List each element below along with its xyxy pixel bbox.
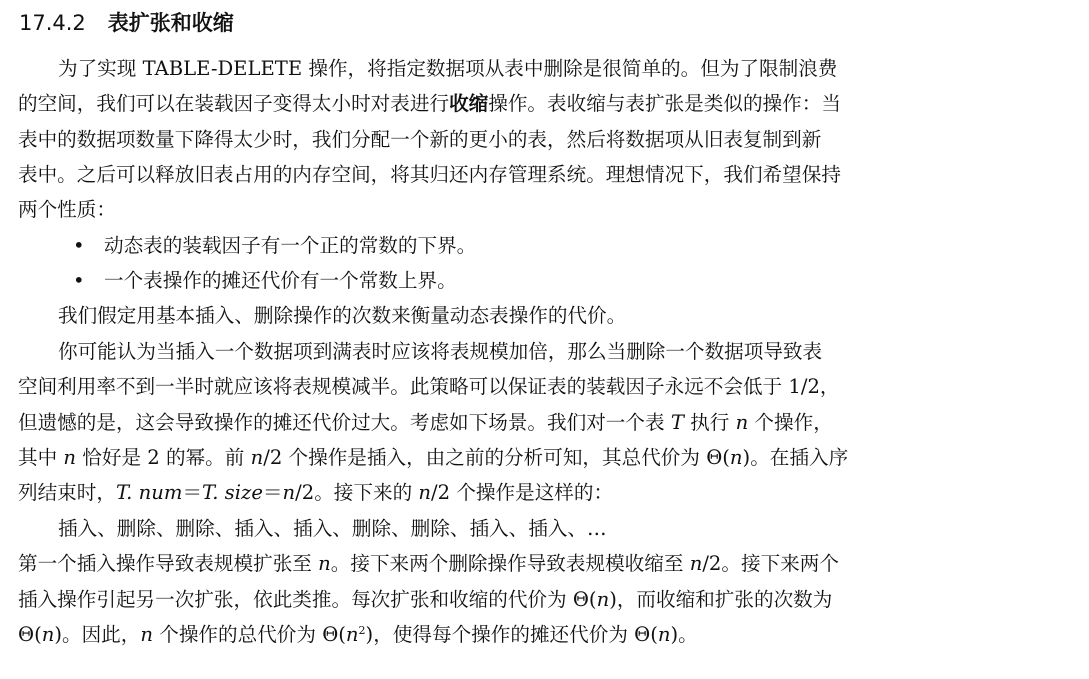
section-number: 17.4.2	[19, 11, 86, 35]
bullet-item: 动态表的装载因子有一个正的常数的下界。	[104, 234, 477, 257]
bullet-marker: •	[73, 269, 85, 292]
paragraph-3-line-1: 你可能认为当插入一个数据项到满表时应该将表规模加倍，那么当删除一个数据项导致表	[58, 340, 823, 363]
paragraph-1-line-5: 两个性质：	[18, 198, 116, 221]
bullet-item: 一个表操作的摊还代价有一个常数上界。	[104, 269, 457, 292]
paragraph-4-line-1: 第一个插入操作导致表规模扩张至 n。接下来两个删除操作导致表规模收缩至 n/2。接下来两个	[18, 552, 839, 575]
operation-sequence: 插入、删除、删除、插入、插入、删除、删除、插入、插入、…	[58, 517, 607, 540]
paragraph-3-line-2: 空间利用率不到一半时就应该将表规模减半。此策略可以保证表的装载因子永远不会低于 1/2，	[18, 375, 840, 398]
paragraph-3-line-5: 列结束时，T. num＝T. size＝n/2。接下来的 n/2 个操作是这样的：	[18, 481, 614, 504]
paragraph-3-line-4: 其中 n 恰好是 2 的幂。前 n/2 个操作是插入，由之前的分析可知，其总代价为 Θ(n)。在插入序	[18, 446, 849, 469]
paragraph-1-line-2: 的空间，我们可以在装载因子变得太小时对表进行收缩操作。表收缩与表扩张是类似的操作：当	[18, 92, 841, 115]
paragraph-1-line-4: 表中。之后可以释放旧表占用的内存空间，将其归还内存管理系统。理想情况下，我们希望保持	[18, 163, 841, 186]
term-shrink: 收缩	[449, 92, 489, 115]
paragraph-4-line-3: Θ(n)。因此，n 个操作的总代价为 $\Theta(n^2)$，使得每个操作的摊还代价为 Θ(n)。	[18, 623, 698, 646]
section-title: 表扩张和收缩	[107, 11, 234, 35]
paragraph-2: 我们假定用基本插入、删除操作的次数来衡量动态表操作的代价。	[58, 304, 627, 327]
paragraph-1-line-3: 表中的数据项数量下降得太少时，我们分配一个新的更小的表，然后将数据项从旧表复制到新	[18, 128, 822, 151]
paragraph-1-line-1: 为了实现 TABLE-DELETE 操作，将指定数据项从表中删除是很简单的。但为了限制浪费	[58, 57, 838, 80]
section-heading	[19, 8, 234, 38]
bullet-marker: •	[73, 234, 85, 257]
paragraph-4-line-2: 插入操作引起另一次扩张，依此类推。每次扩张和收缩的代价为 Θ(n)，而收缩和扩张的次数为	[18, 588, 833, 611]
paragraph-3-line-3: 但遗憾的是，这会导致操作的摊还代价过大。考虑如下场景。我们对一个表 T 执行 n 个操作，	[18, 411, 833, 434]
